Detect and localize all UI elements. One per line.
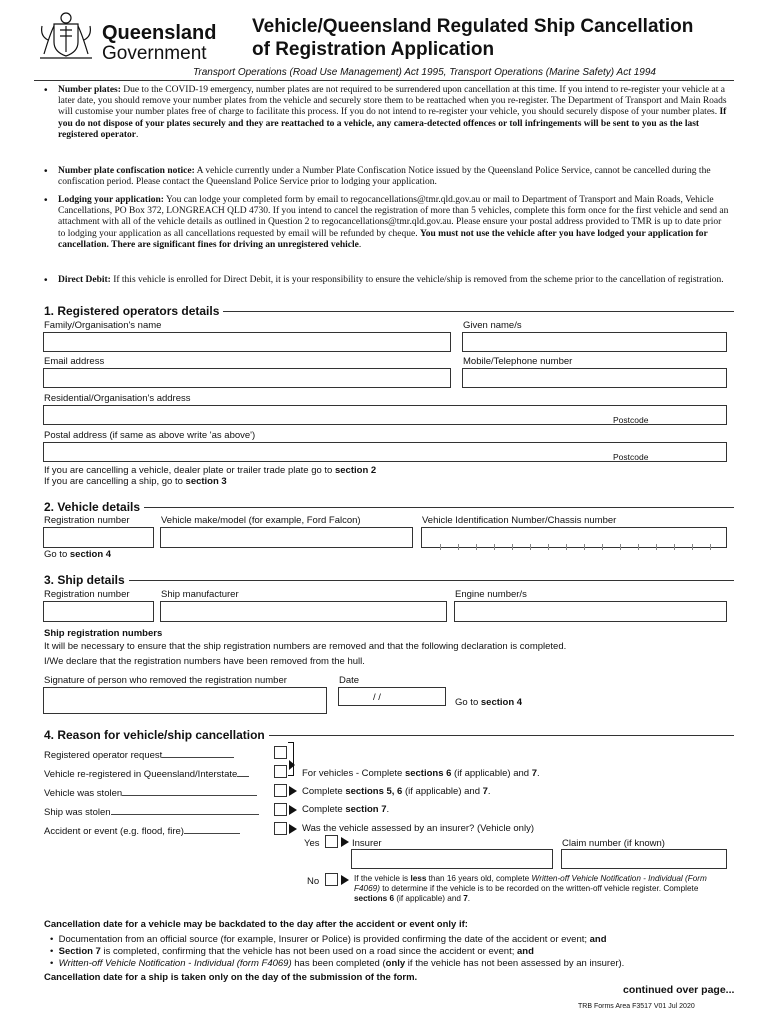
- vin-cell-divider: [674, 544, 675, 550]
- arrow-right-icon: [341, 875, 349, 885]
- instruction-bold: less: [410, 874, 427, 883]
- reason-registered-operator-label: [44, 750, 234, 761]
- queensland-crest-icon: [34, 10, 98, 64]
- vin-cell-divider: [458, 544, 459, 550]
- engine-number-input[interactable]: [454, 601, 727, 622]
- instruction-text: .: [467, 894, 471, 903]
- note-title: Lodging your application:: [58, 195, 164, 205]
- ship-numbers-heading: Ship registration numbers: [44, 628, 163, 639]
- vin-cell-divider: [476, 544, 477, 550]
- ship-rego-label: Registration number: [44, 589, 130, 600]
- form-info: TRB Forms Area F3517 V01 Jul 2020: [578, 1003, 695, 1010]
- note-text: You can lodge your completed form by email to regocancellations@tmr.qld.gov.au or mail to Department of Transport and Main Roads, Vehicle Cancellations, PO Box 372, LONGREACH QLD 4730. If you intend to cancel the registration of more than 5 vehicles, complete this form once for the first vehicle and send an attachment with all of the vehicle details as outlined in Question 2 to regocancellations@tmr.qld.gov.au. Please ensure your postal address provided to TMR is up to date prior to lodging your application as all cancellations requested by email will be refunded by cheque.: [58, 195, 729, 239]
- note-direct-debit: [58, 275, 730, 286]
- section2-link[interactable]: section 2: [334, 465, 377, 476]
- insurer-yes-label: Yes: [304, 838, 320, 849]
- date-input[interactable]: [338, 687, 446, 706]
- vin-cell-divider: [710, 544, 711, 550]
- claim-number-input[interactable]: [561, 849, 727, 869]
- reason-re-registered-label: [44, 769, 249, 780]
- instruction-bold: 7: [531, 768, 537, 779]
- backdate-bullet-1: • Documentation from an official source (for example, Insurer or Police) is provided confirming the date of the accident or event; and: [50, 934, 607, 945]
- vehicle-stolen-instruction: [302, 786, 491, 797]
- insurer-no-label: No: [307, 876, 320, 887]
- family-name-input[interactable]: [43, 332, 451, 352]
- section2-rule: [44, 507, 734, 508]
- bullet-marker: •: [44, 275, 48, 286]
- instruction-text: .: [386, 804, 390, 815]
- logo-text-line1: Queensland: [102, 22, 217, 44]
- phone-label: Mobile/Telephone number: [463, 356, 573, 367]
- note-number-plates: [58, 85, 730, 141]
- bullet-marker: •: [44, 195, 48, 206]
- note-lodging: [58, 195, 730, 251]
- instruction-bold: sections 5, 6: [345, 786, 403, 797]
- leader-line: [184, 833, 240, 834]
- logo-text-line2: Government: [102, 43, 207, 64]
- instruction-bold: sections 6: [404, 768, 452, 779]
- reason-accident-label: [44, 826, 240, 837]
- instruction-text: to determine if the vehicle is to be recorded on the written-off vehicle register. Complete: [379, 884, 699, 893]
- vin-cell-divider: [692, 544, 693, 550]
- no-insurer-instruction: [354, 874, 730, 904]
- arrow-right-icon: [289, 824, 297, 834]
- vin-input[interactable]: [421, 527, 727, 548]
- reason-text: Accident or event (e.g. flood, fire): [44, 826, 184, 837]
- section4-link[interactable]: section 4: [69, 549, 112, 560]
- postcode-label: Postcode: [613, 452, 649, 462]
- instruction-text: Go to: [455, 697, 481, 708]
- ship-manufacturer-input[interactable]: [160, 601, 447, 622]
- insurer-label: Insurer: [352, 838, 382, 849]
- reason-vehicle-stolen-label: [44, 788, 257, 799]
- note-title: Number plates:: [58, 85, 121, 95]
- insurer-question: Was the vehicle assessed by an insurer? (Vehicle only): [302, 823, 534, 834]
- vehicle-make-label: Vehicle make/model (for example, Ford Falcon): [161, 515, 361, 526]
- section4-heading: 4. Reason for vehicle/ship cancellation: [44, 728, 269, 742]
- ship-numbers-text: It will be necessary to ensure that the ship registration numbers are removed and that the following declaration is completed.: [44, 641, 567, 652]
- engine-number-label: Engine number/s: [455, 589, 527, 600]
- instruction-text: .: [537, 768, 540, 779]
- vin-cell-divider: [602, 544, 603, 550]
- vehicle-rego-input[interactable]: [43, 527, 154, 548]
- bullet-bold: Section 7: [58, 946, 101, 957]
- arrow-right-icon: [341, 837, 349, 847]
- arrow-right-icon: [289, 760, 295, 770]
- bullet-text: has been completed (: [291, 958, 386, 969]
- date-label: Date: [339, 675, 360, 686]
- vin-cell-divider: [656, 544, 657, 550]
- goto-section4-instruction: [44, 549, 111, 560]
- note-text: A vehicle currently under a Number Plate Confiscation Notice issued by the Queensland Police Service, cannot be cancelled during the confiscation period. Please contact the Queensland Police Service prior to lodging your application.: [58, 166, 711, 188]
- bracket-arrow: [288, 742, 294, 776]
- backdate-bullet-2: • Section 7 is completed, confirming that the vehicle has not been used on a road since the accident or event; and: [50, 946, 534, 957]
- section4-link[interactable]: section 4: [480, 697, 523, 708]
- date-separators: / /: [373, 692, 381, 703]
- page-title-line1: Vehicle/Queensland Regulated Ship Cancellation: [252, 16, 694, 37]
- legislation-acts: Transport Operations (Road Use Management) Act 1995, Transport Operations (Marine Safety) Act 1994: [193, 67, 656, 78]
- reason-accident-checkbox[interactable]: [274, 822, 287, 835]
- postcode-label: Postcode: [613, 415, 649, 425]
- bullet-bold: and: [517, 946, 534, 957]
- vin-cell-divider: [548, 544, 549, 550]
- signature-label: Signature of person who removed the registration number: [44, 675, 287, 686]
- residential-address-label: Residential/Organisation's address: [44, 393, 191, 404]
- note-end: .: [358, 239, 362, 250]
- vin-cell-divider: [494, 544, 495, 550]
- instruction-bold: section 7: [345, 804, 387, 815]
- email-label: Email address: [44, 356, 105, 367]
- reason-text: Vehicle was stolen: [44, 788, 123, 799]
- section3-link[interactable]: section 3: [185, 476, 227, 487]
- leader-line: [237, 776, 249, 777]
- instruction-text: If you are cancelling a ship, go to: [44, 476, 186, 487]
- vehicles-instruction: [302, 768, 540, 779]
- backdate-heading: Cancellation date for a vehicle may be backdated to the day after the accident or event only if:: [44, 919, 468, 930]
- note-text: Due to the COVID-19 emergency, number plates are not required to be surrendered upon cancellation at this time. If you intend to re-register your vehicle at a later date, you should remove your number plates from the vehicle and securely store them to be reattached when you re-register. The Department of Transport and Main Roads will customise your number plates free of charge to facilitate this process. If you do not intend to re-register your vehicle, you should securely dispose of your number plates.: [58, 85, 727, 118]
- given-name-label: Given name/s: [463, 320, 522, 331]
- reason-vehicle-stolen-checkbox[interactable]: [274, 784, 287, 797]
- bullet-bold: only: [385, 958, 406, 969]
- claim-number-label: Claim number (if known): [562, 838, 665, 849]
- leader-line: [162, 757, 234, 758]
- bullet-marker: •: [44, 85, 48, 96]
- instruction-text: (if applicable) and: [394, 894, 464, 903]
- bullet-text: is completed, confirming that the vehicle has not been used on a road since the accident or event;: [100, 946, 517, 957]
- leader-line: [122, 795, 257, 796]
- instruction-bold: 7: [463, 894, 468, 903]
- bullet-marker: •: [44, 166, 48, 177]
- vehicle-make-input[interactable]: [160, 527, 413, 548]
- reason-registered-operator-checkbox[interactable]: [274, 746, 287, 759]
- reason-ship-stolen-checkbox[interactable]: [274, 803, 287, 816]
- instruction-bold: sections 6: [354, 894, 395, 903]
- instruction-text: than 16 years old, complete: [426, 874, 532, 883]
- reason-ship-stolen-label: [44, 807, 259, 818]
- bullet-bold: and: [589, 934, 607, 945]
- reason-text: Registered operator request: [44, 750, 163, 761]
- insurer-no-checkbox[interactable]: [325, 873, 338, 886]
- ship-manufacturer-label: Ship manufacturer: [161, 589, 239, 600]
- form-f4069-reference: Written-off Vehicle Notification - Individual (form F4069): [58, 958, 292, 969]
- instruction-text: Go to: [44, 549, 70, 560]
- leader-line: [111, 814, 259, 815]
- note-title: Number plate confiscation notice:: [58, 166, 195, 176]
- insurer-input[interactable]: [351, 849, 553, 869]
- arrow-right-icon: [289, 786, 297, 796]
- instruction-text: Complete: [302, 786, 346, 797]
- ship-stolen-instruction: [302, 804, 389, 815]
- form-f4069-reference: Written-off Vehicle Notification - Individual (Form F4069): [354, 874, 707, 893]
- instruction-text: Complete: [302, 804, 346, 815]
- goto-section2-instruction: [44, 465, 376, 476]
- email-input[interactable]: [43, 368, 451, 388]
- note-confiscation: [58, 166, 730, 188]
- section2-heading: 2. Vehicle details: [44, 500, 144, 514]
- declaration-text: I/We declare that the registration numbers have been removed from the hull.: [44, 656, 365, 667]
- backdate-bullet-3: • Written-off Vehicle Notification - Individual (form F4069) has been completed (only if the vehicle has not been assessed by an insurer).: [50, 958, 625, 969]
- insurer-yes-checkbox[interactable]: [325, 835, 338, 848]
- instruction-text: .: [487, 786, 491, 797]
- instruction-text: (if applicable) and: [451, 768, 532, 779]
- note-title: Direct Debit:: [58, 275, 111, 285]
- ship-date-note: Cancellation date for a ship is taken only on the day of the submission of the form.: [44, 972, 418, 983]
- family-name-label: Family/Organisation's name: [44, 320, 162, 331]
- note-warning: If you do not dispose of your plates securely and they are reattached to a vehicle, any camera-detected offences or toll infringements will be sent to you as the last registered operator: [58, 107, 727, 140]
- phone-input[interactable]: [462, 368, 727, 388]
- goto-section4-instruction: [455, 697, 522, 708]
- signature-input[interactable]: [43, 687, 327, 714]
- reason-text: Vehicle re-registered in Queensland/Interstate: [44, 769, 238, 780]
- section3-heading: 3. Ship details: [44, 573, 129, 587]
- section1-heading: 1. Registered operators details: [44, 304, 223, 318]
- instruction-text: (if applicable) and: [402, 786, 483, 797]
- instruction-bold: 7: [482, 786, 488, 797]
- page-title-line2: of Registration Application: [252, 39, 495, 60]
- vin-cell-divider: [566, 544, 567, 550]
- vin-cell-divider: [512, 544, 513, 550]
- postal-address-label: Postal address (if same as above write 'as above'): [44, 430, 256, 441]
- reason-re-registered-checkbox[interactable]: [274, 765, 287, 778]
- reason-text: Ship was stolen: [44, 807, 111, 818]
- note-end: .: [136, 129, 139, 140]
- header-divider: [34, 80, 734, 81]
- ship-rego-input[interactable]: [43, 601, 154, 622]
- note-warning: You must not use the vehicle after you have lodged your application for cancellation. There are significant fines for driving an unregistered vehicle: [58, 228, 708, 250]
- given-name-input[interactable]: [462, 332, 727, 352]
- vin-label: Vehicle Identification Number/Chassis number: [422, 515, 617, 526]
- arrow-right-icon: [289, 805, 297, 815]
- continued-over-page: continued over page...: [623, 984, 735, 996]
- instruction-text: If you are cancelling a vehicle, dealer plate or trailer trade plate go to: [44, 465, 335, 476]
- bullet-text: if the vehicle has not been assessed by an insurer).: [405, 958, 625, 969]
- section3-rule: [44, 580, 734, 581]
- vehicle-rego-label: Registration number: [44, 515, 130, 526]
- instruction-text: For vehicles - Complete: [302, 768, 405, 779]
- instruction-text: If the vehicle is: [354, 874, 411, 883]
- vin-cell-divider: [530, 544, 531, 550]
- note-text: If this vehicle is enrolled for Direct Debit, it is your responsibility to ensure the vehicle/ship is removed from the scheme prior to the cancellation of registration.: [113, 275, 724, 285]
- goto-section3-instruction: [44, 476, 227, 487]
- vin-cell-divider: [440, 544, 441, 550]
- vin-cell-divider: [620, 544, 621, 550]
- bullet-text: Documentation from an official source (for example, Insurer or Police) is provided confirming the date of the accident or event;: [58, 934, 590, 945]
- vin-cell-divider: [638, 544, 639, 550]
- vin-cell-divider: [584, 544, 585, 550]
